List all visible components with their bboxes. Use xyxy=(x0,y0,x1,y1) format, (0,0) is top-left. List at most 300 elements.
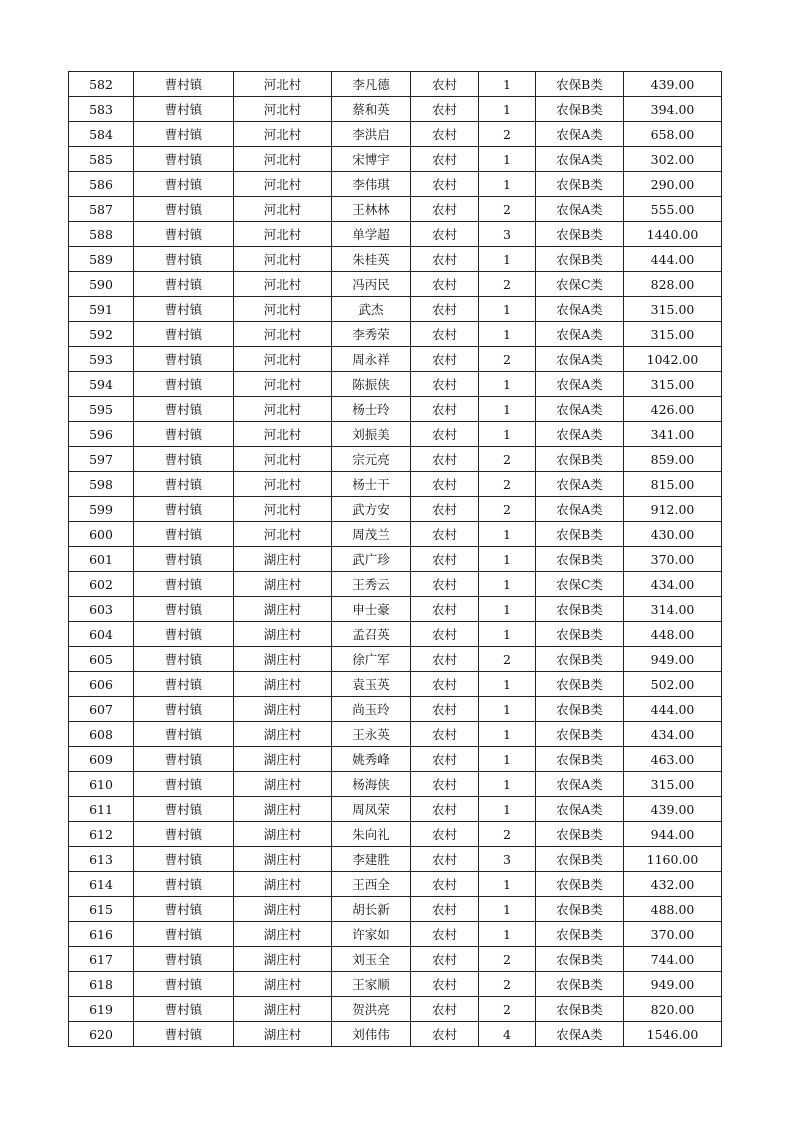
cell-name: 王家顺 xyxy=(332,972,411,997)
cell-town: 曹村镇 xyxy=(134,322,234,347)
cell-index: 606 xyxy=(69,672,134,697)
cell-index: 614 xyxy=(69,872,134,897)
cell-persons: 2 xyxy=(479,647,536,672)
cell-name: 王永英 xyxy=(332,722,411,747)
cell-index: 599 xyxy=(69,497,134,522)
cell-name: 陈振侠 xyxy=(332,372,411,397)
cell-village: 湖庄村 xyxy=(234,1022,332,1047)
cell-town: 曹村镇 xyxy=(134,247,234,272)
cell-amount: 912.00 xyxy=(624,497,722,522)
cell-name: 周茂兰 xyxy=(332,522,411,547)
cell-town: 曹村镇 xyxy=(134,722,234,747)
cell-village: 河北村 xyxy=(234,422,332,447)
cell-household-type: 农村 xyxy=(411,222,479,247)
table-row xyxy=(69,672,722,697)
cell-persons: 2 xyxy=(479,972,536,997)
table-row xyxy=(69,522,722,547)
cell-persons: 2 xyxy=(479,347,536,372)
cell-category: 农保B类 xyxy=(536,247,624,272)
cell-town: 曹村镇 xyxy=(134,622,234,647)
cell-town: 曹村镇 xyxy=(134,297,234,322)
cell-amount: 439.00 xyxy=(624,72,722,97)
cell-amount: 488.00 xyxy=(624,897,722,922)
cell-town: 曹村镇 xyxy=(134,272,234,297)
cell-household-type: 农村 xyxy=(411,597,479,622)
cell-persons: 1 xyxy=(479,522,536,547)
cell-village: 河北村 xyxy=(234,447,332,472)
cell-village: 湖庄村 xyxy=(234,597,332,622)
cell-name: 王西全 xyxy=(332,872,411,897)
cell-town: 曹村镇 xyxy=(134,547,234,572)
cell-index: 592 xyxy=(69,322,134,347)
cell-category: 农保B类 xyxy=(536,222,624,247)
cell-persons: 2 xyxy=(479,822,536,847)
cell-amount: 502.00 xyxy=(624,672,722,697)
table-row xyxy=(69,472,722,497)
cell-village: 河北村 xyxy=(234,172,332,197)
cell-village: 河北村 xyxy=(234,222,332,247)
cell-amount: 820.00 xyxy=(624,997,722,1022)
cell-persons: 1 xyxy=(479,247,536,272)
table-row xyxy=(69,447,722,472)
cell-household-type: 农村 xyxy=(411,547,479,572)
cell-persons: 4 xyxy=(479,1022,536,1047)
cell-amount: 463.00 xyxy=(624,747,722,772)
cell-persons: 3 xyxy=(479,847,536,872)
cell-town: 曹村镇 xyxy=(134,897,234,922)
cell-persons: 1 xyxy=(479,772,536,797)
table-row xyxy=(69,872,722,897)
cell-category: 农保C类 xyxy=(536,272,624,297)
cell-name: 许家如 xyxy=(332,922,411,947)
cell-household-type: 农村 xyxy=(411,497,479,522)
cell-amount: 394.00 xyxy=(624,97,722,122)
table-row xyxy=(69,272,722,297)
cell-amount: 434.00 xyxy=(624,572,722,597)
cell-name: 周永祥 xyxy=(332,347,411,372)
subsidy-table xyxy=(68,71,722,1047)
cell-persons: 1 xyxy=(479,97,536,122)
cell-name: 武方安 xyxy=(332,497,411,522)
cell-persons: 1 xyxy=(479,547,536,572)
table-row xyxy=(69,497,722,522)
cell-category: 农保B类 xyxy=(536,622,624,647)
cell-household-type: 农村 xyxy=(411,972,479,997)
cell-town: 曹村镇 xyxy=(134,822,234,847)
cell-category: 农保A类 xyxy=(536,397,624,422)
cell-town: 曹村镇 xyxy=(134,197,234,222)
cell-household-type: 农村 xyxy=(411,647,479,672)
cell-category: 农保B类 xyxy=(536,647,624,672)
cell-household-type: 农村 xyxy=(411,322,479,347)
cell-amount: 744.00 xyxy=(624,947,722,972)
cell-household-type: 农村 xyxy=(411,997,479,1022)
cell-name: 李秀荣 xyxy=(332,322,411,347)
cell-amount: 448.00 xyxy=(624,622,722,647)
cell-amount: 426.00 xyxy=(624,397,722,422)
cell-household-type: 农村 xyxy=(411,897,479,922)
cell-village: 湖庄村 xyxy=(234,722,332,747)
table-body xyxy=(69,72,722,1047)
cell-name: 杨海侠 xyxy=(332,772,411,797)
cell-category: 农保B类 xyxy=(536,672,624,697)
cell-index: 608 xyxy=(69,722,134,747)
cell-village: 河北村 xyxy=(234,72,332,97)
cell-household-type: 农村 xyxy=(411,472,479,497)
cell-name: 武杰 xyxy=(332,297,411,322)
cell-persons: 1 xyxy=(479,872,536,897)
cell-town: 曹村镇 xyxy=(134,922,234,947)
cell-category: 农保B类 xyxy=(536,972,624,997)
cell-persons: 2 xyxy=(479,197,536,222)
cell-town: 曹村镇 xyxy=(134,522,234,547)
cell-amount: 444.00 xyxy=(624,697,722,722)
table-row xyxy=(69,822,722,847)
cell-index: 584 xyxy=(69,122,134,147)
table-row xyxy=(69,797,722,822)
cell-persons: 1 xyxy=(479,672,536,697)
cell-name: 武广珍 xyxy=(332,547,411,572)
cell-household-type: 农村 xyxy=(411,297,479,322)
cell-town: 曹村镇 xyxy=(134,422,234,447)
cell-persons: 3 xyxy=(479,222,536,247)
cell-category: 农保A类 xyxy=(536,197,624,222)
cell-name: 刘振美 xyxy=(332,422,411,447)
table-row xyxy=(69,922,722,947)
cell-index: 591 xyxy=(69,297,134,322)
cell-index: 603 xyxy=(69,597,134,622)
table-row xyxy=(69,772,722,797)
table-row xyxy=(69,97,722,122)
table-row xyxy=(69,222,722,247)
cell-persons: 1 xyxy=(479,797,536,822)
cell-category: 农保B类 xyxy=(536,997,624,1022)
cell-town: 曹村镇 xyxy=(134,172,234,197)
cell-town: 曹村镇 xyxy=(134,697,234,722)
cell-household-type: 农村 xyxy=(411,347,479,372)
cell-persons: 1 xyxy=(479,397,536,422)
cell-household-type: 农村 xyxy=(411,397,479,422)
cell-persons: 2 xyxy=(479,472,536,497)
cell-amount: 828.00 xyxy=(624,272,722,297)
cell-amount: 944.00 xyxy=(624,822,722,847)
cell-household-type: 农村 xyxy=(411,122,479,147)
cell-household-type: 农村 xyxy=(411,247,479,272)
table-row xyxy=(69,197,722,222)
cell-town: 曹村镇 xyxy=(134,447,234,472)
table-row xyxy=(69,1022,722,1047)
table-row xyxy=(69,897,722,922)
cell-name: 李建胜 xyxy=(332,847,411,872)
cell-amount: 370.00 xyxy=(624,922,722,947)
cell-household-type: 农村 xyxy=(411,622,479,647)
cell-town: 曹村镇 xyxy=(134,397,234,422)
cell-household-type: 农村 xyxy=(411,522,479,547)
cell-town: 曹村镇 xyxy=(134,1022,234,1047)
cell-household-type: 农村 xyxy=(411,572,479,597)
cell-household-type: 农村 xyxy=(411,272,479,297)
cell-amount: 315.00 xyxy=(624,772,722,797)
cell-town: 曹村镇 xyxy=(134,97,234,122)
cell-index: 609 xyxy=(69,747,134,772)
cell-amount: 341.00 xyxy=(624,422,722,447)
cell-village: 河北村 xyxy=(234,272,332,297)
cell-village: 湖庄村 xyxy=(234,897,332,922)
cell-village: 河北村 xyxy=(234,372,332,397)
cell-amount: 1440.00 xyxy=(624,222,722,247)
cell-village: 河北村 xyxy=(234,97,332,122)
cell-category: 农保A类 xyxy=(536,347,624,372)
cell-village: 湖庄村 xyxy=(234,997,332,1022)
cell-index: 586 xyxy=(69,172,134,197)
cell-persons: 2 xyxy=(479,122,536,147)
cell-amount: 949.00 xyxy=(624,647,722,672)
cell-category: 农保B类 xyxy=(536,822,624,847)
table-row xyxy=(69,997,722,1022)
cell-household-type: 农村 xyxy=(411,672,479,697)
cell-index: 583 xyxy=(69,97,134,122)
cell-town: 曹村镇 xyxy=(134,222,234,247)
cell-amount: 439.00 xyxy=(624,797,722,822)
table-row xyxy=(69,372,722,397)
cell-persons: 1 xyxy=(479,747,536,772)
cell-amount: 432.00 xyxy=(624,872,722,897)
cell-amount: 1042.00 xyxy=(624,347,722,372)
cell-index: 619 xyxy=(69,997,134,1022)
cell-persons: 1 xyxy=(479,897,536,922)
cell-household-type: 农村 xyxy=(411,772,479,797)
cell-amount: 949.00 xyxy=(624,972,722,997)
table-row xyxy=(69,72,722,97)
cell-name: 贺洪亮 xyxy=(332,997,411,1022)
cell-persons: 2 xyxy=(479,447,536,472)
cell-category: 农保B类 xyxy=(536,872,624,897)
table-row xyxy=(69,122,722,147)
cell-village: 湖庄村 xyxy=(234,797,332,822)
cell-town: 曹村镇 xyxy=(134,72,234,97)
cell-index: 617 xyxy=(69,947,134,972)
cell-village: 河北村 xyxy=(234,397,332,422)
cell-category: 农保B类 xyxy=(536,597,624,622)
cell-town: 曹村镇 xyxy=(134,672,234,697)
cell-town: 曹村镇 xyxy=(134,347,234,372)
cell-household-type: 农村 xyxy=(411,722,479,747)
cell-index: 598 xyxy=(69,472,134,497)
cell-category: 农保B类 xyxy=(536,897,624,922)
cell-amount: 658.00 xyxy=(624,122,722,147)
cell-index: 615 xyxy=(69,897,134,922)
cell-name: 李伟琪 xyxy=(332,172,411,197)
cell-village: 河北村 xyxy=(234,322,332,347)
table-row xyxy=(69,247,722,272)
cell-category: 农保B类 xyxy=(536,97,624,122)
cell-index: 587 xyxy=(69,197,134,222)
cell-persons: 1 xyxy=(479,147,536,172)
cell-category: 农保A类 xyxy=(536,322,624,347)
cell-category: 农保B类 xyxy=(536,172,624,197)
table-row xyxy=(69,397,722,422)
cell-household-type: 农村 xyxy=(411,947,479,972)
cell-household-type: 农村 xyxy=(411,1022,479,1047)
cell-index: 582 xyxy=(69,72,134,97)
cell-category: 农保B类 xyxy=(536,72,624,97)
cell-town: 曹村镇 xyxy=(134,772,234,797)
cell-category: 农保B类 xyxy=(536,547,624,572)
cell-persons: 2 xyxy=(479,497,536,522)
cell-village: 湖庄村 xyxy=(234,822,332,847)
cell-household-type: 农村 xyxy=(411,747,479,772)
cell-persons: 1 xyxy=(479,297,536,322)
cell-index: 611 xyxy=(69,797,134,822)
cell-category: 农保B类 xyxy=(536,522,624,547)
cell-persons: 1 xyxy=(479,597,536,622)
cell-name: 杨士玲 xyxy=(332,397,411,422)
cell-index: 607 xyxy=(69,697,134,722)
cell-index: 600 xyxy=(69,522,134,547)
cell-name: 刘伟伟 xyxy=(332,1022,411,1047)
table-row xyxy=(69,572,722,597)
cell-name: 徐广军 xyxy=(332,647,411,672)
cell-category: 农保B类 xyxy=(536,922,624,947)
table-row xyxy=(69,147,722,172)
cell-town: 曹村镇 xyxy=(134,797,234,822)
cell-village: 河北村 xyxy=(234,297,332,322)
cell-village: 河北村 xyxy=(234,522,332,547)
cell-name: 姚秀峰 xyxy=(332,747,411,772)
table-row xyxy=(69,597,722,622)
cell-town: 曹村镇 xyxy=(134,597,234,622)
table-row xyxy=(69,947,722,972)
cell-persons: 1 xyxy=(479,422,536,447)
cell-household-type: 农村 xyxy=(411,872,479,897)
cell-village: 河北村 xyxy=(234,472,332,497)
cell-category: 农保A类 xyxy=(536,497,624,522)
cell-household-type: 农村 xyxy=(411,372,479,397)
cell-household-type: 农村 xyxy=(411,847,479,872)
cell-persons: 1 xyxy=(479,572,536,597)
cell-persons: 1 xyxy=(479,722,536,747)
cell-village: 河北村 xyxy=(234,122,332,147)
cell-town: 曹村镇 xyxy=(134,372,234,397)
table-row xyxy=(69,297,722,322)
cell-village: 湖庄村 xyxy=(234,622,332,647)
table-row xyxy=(69,747,722,772)
table-row xyxy=(69,722,722,747)
table-row xyxy=(69,347,722,372)
cell-town: 曹村镇 xyxy=(134,947,234,972)
cell-amount: 1160.00 xyxy=(624,847,722,872)
cell-amount: 815.00 xyxy=(624,472,722,497)
cell-household-type: 农村 xyxy=(411,422,479,447)
cell-category: 农保B类 xyxy=(536,847,624,872)
cell-category: 农保A类 xyxy=(536,122,624,147)
cell-name: 周凤荣 xyxy=(332,797,411,822)
cell-category: 农保A类 xyxy=(536,147,624,172)
cell-village: 湖庄村 xyxy=(234,697,332,722)
cell-name: 王秀云 xyxy=(332,572,411,597)
table-row xyxy=(69,972,722,997)
cell-household-type: 农村 xyxy=(411,147,479,172)
cell-household-type: 农村 xyxy=(411,697,479,722)
cell-category: 农保B类 xyxy=(536,447,624,472)
cell-village: 湖庄村 xyxy=(234,547,332,572)
cell-amount: 555.00 xyxy=(624,197,722,222)
cell-village: 湖庄村 xyxy=(234,672,332,697)
cell-town: 曹村镇 xyxy=(134,497,234,522)
cell-amount: 315.00 xyxy=(624,297,722,322)
cell-category: 农保A类 xyxy=(536,297,624,322)
cell-persons: 1 xyxy=(479,622,536,647)
cell-index: 593 xyxy=(69,347,134,372)
cell-town: 曹村镇 xyxy=(134,147,234,172)
cell-name: 冯丙民 xyxy=(332,272,411,297)
cell-name: 胡长新 xyxy=(332,897,411,922)
cell-category: 农保B类 xyxy=(536,747,624,772)
cell-persons: 2 xyxy=(479,997,536,1022)
cell-index: 594 xyxy=(69,372,134,397)
cell-village: 湖庄村 xyxy=(234,847,332,872)
cell-amount: 315.00 xyxy=(624,372,722,397)
cell-category: 农保B类 xyxy=(536,947,624,972)
cell-town: 曹村镇 xyxy=(134,472,234,497)
table-row xyxy=(69,847,722,872)
cell-village: 湖庄村 xyxy=(234,922,332,947)
cell-index: 588 xyxy=(69,222,134,247)
cell-name: 刘玉全 xyxy=(332,947,411,972)
cell-persons: 1 xyxy=(479,322,536,347)
cell-persons: 1 xyxy=(479,922,536,947)
cell-village: 湖庄村 xyxy=(234,947,332,972)
cell-index: 585 xyxy=(69,147,134,172)
cell-index: 604 xyxy=(69,622,134,647)
cell-name: 李洪启 xyxy=(332,122,411,147)
cell-name: 朱向礼 xyxy=(332,822,411,847)
cell-village: 湖庄村 xyxy=(234,647,332,672)
cell-household-type: 农村 xyxy=(411,822,479,847)
cell-town: 曹村镇 xyxy=(134,572,234,597)
table-row xyxy=(69,622,722,647)
cell-town: 曹村镇 xyxy=(134,872,234,897)
table-row xyxy=(69,547,722,572)
cell-amount: 430.00 xyxy=(624,522,722,547)
cell-index: 595 xyxy=(69,397,134,422)
cell-town: 曹村镇 xyxy=(134,997,234,1022)
cell-amount: 315.00 xyxy=(624,322,722,347)
cell-amount: 314.00 xyxy=(624,597,722,622)
cell-amount: 444.00 xyxy=(624,247,722,272)
cell-name: 袁玉英 xyxy=(332,672,411,697)
cell-persons: 2 xyxy=(479,947,536,972)
cell-index: 597 xyxy=(69,447,134,472)
cell-category: 农保A类 xyxy=(536,472,624,497)
table-row xyxy=(69,422,722,447)
cell-category: 农保A类 xyxy=(536,797,624,822)
cell-household-type: 农村 xyxy=(411,447,479,472)
cell-village: 河北村 xyxy=(234,197,332,222)
cell-amount: 370.00 xyxy=(624,547,722,572)
cell-name: 王林林 xyxy=(332,197,411,222)
cell-index: 620 xyxy=(69,1022,134,1047)
cell-town: 曹村镇 xyxy=(134,747,234,772)
cell-index: 601 xyxy=(69,547,134,572)
cell-persons: 1 xyxy=(479,697,536,722)
cell-town: 曹村镇 xyxy=(134,122,234,147)
cell-index: 602 xyxy=(69,572,134,597)
cell-village: 河北村 xyxy=(234,347,332,372)
cell-name: 朱桂英 xyxy=(332,247,411,272)
cell-amount: 859.00 xyxy=(624,447,722,472)
cell-index: 610 xyxy=(69,772,134,797)
